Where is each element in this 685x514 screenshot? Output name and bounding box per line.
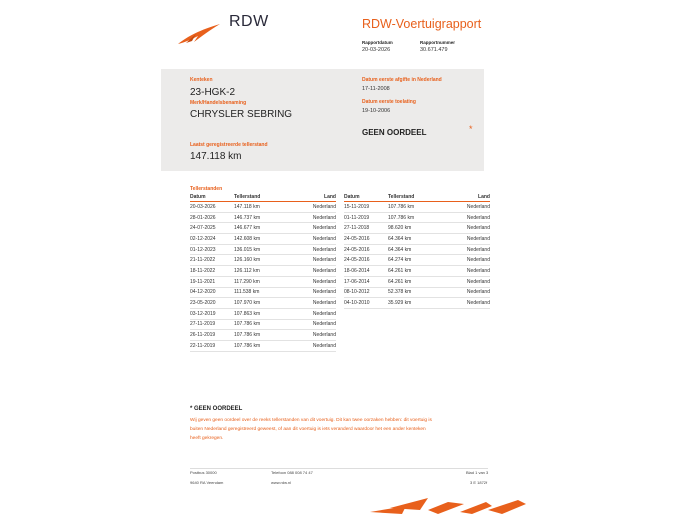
odometer-table-right <box>344 194 490 309</box>
cell-reading: 64.364 km <box>388 244 438 255</box>
cell-date: 01-11-2019 <box>344 212 388 223</box>
table-row <box>344 223 490 234</box>
table-row <box>190 276 336 287</box>
verdict-asterisk: * <box>469 124 473 134</box>
table-row <box>190 202 336 213</box>
cell-date: 19-11-2021 <box>190 276 234 287</box>
table-row <box>190 298 336 309</box>
table-row <box>190 287 336 298</box>
cell-date: 17-06-2014 <box>344 276 388 287</box>
cell-date: 23-05-2020 <box>190 298 234 309</box>
report-date: 20-03-2026 <box>362 47 391 53</box>
cell-country: Nederland <box>284 276 336 287</box>
table-row <box>344 287 490 298</box>
footer-address2: 9640 RA Veendam <box>190 480 224 485</box>
odo-label: Laatst geregistreerde tellerstand <box>190 142 268 148</box>
cell-reading: 142.608 km <box>234 234 284 245</box>
cell-reading: 107.863 km <box>234 308 284 319</box>
report-date-label: Rapportdatum <box>362 40 393 45</box>
cell-reading: 52.378 km <box>388 287 438 298</box>
first-registration-value: 19-10-2006 <box>362 108 391 114</box>
cell-date: 26-11-2019 <box>190 330 234 341</box>
footer-code: 3 E 1872f <box>470 480 488 485</box>
cell-date: 18-11-2022 <box>190 266 234 277</box>
col-date: Datum <box>344 194 388 202</box>
table-row <box>190 223 336 234</box>
cell-country: Nederland <box>284 266 336 277</box>
col-date: Datum <box>190 194 234 202</box>
cell-reading: 35.929 km <box>388 298 438 309</box>
table-row <box>190 330 336 341</box>
cell-country: Nederland <box>438 223 490 234</box>
odo-value: 147.118 km <box>190 151 242 162</box>
cell-date: 15-11-2019 <box>344 202 388 213</box>
col-country: Land <box>438 194 490 202</box>
col-reading: Tellerstand <box>234 194 284 202</box>
cell-date: 22-11-2019 <box>190 340 234 351</box>
cell-date: 24-05-2016 <box>344 244 388 255</box>
footer-web[interactable]: www.rdw.nl <box>271 480 292 485</box>
table-header-row <box>344 194 490 202</box>
table-row <box>344 298 490 309</box>
cell-country: Nederland <box>438 202 490 213</box>
cell-country: Nederland <box>438 255 490 266</box>
cell-reading: 117.290 km <box>234 276 284 287</box>
cell-date: 01-12-2023 <box>190 244 234 255</box>
cell-reading: 64.274 km <box>388 255 438 266</box>
cell-date: 24-05-2016 <box>344 234 388 245</box>
cell-reading: 107.786 km <box>388 212 438 223</box>
cell-country: Nederland <box>284 298 336 309</box>
table-row <box>344 202 490 213</box>
first-admission-value: 17-11-2008 <box>362 86 390 92</box>
table-row <box>344 234 490 245</box>
cell-reading: 146.677 km <box>234 223 284 234</box>
cell-reading: 126.160 km <box>234 255 284 266</box>
report-number-label: Rapportnummer <box>420 40 456 45</box>
cell-reading: 98.620 km <box>388 223 438 234</box>
col-reading: Tellerstand <box>388 194 438 202</box>
table-row <box>190 308 336 319</box>
cell-date: 21-11-2022 <box>190 255 234 266</box>
logo-text: RDW <box>229 13 269 30</box>
cell-country: Nederland <box>438 234 490 245</box>
cell-country: Nederland <box>438 298 490 309</box>
cell-country: Nederland <box>284 319 336 330</box>
cell-reading: 111.538 km <box>234 287 284 298</box>
make-label: Merk/Handelsbenaming <box>190 100 247 106</box>
cell-country: Nederland <box>284 287 336 298</box>
cell-country: Nederland <box>284 212 336 223</box>
cell-date: 27-11-2018 <box>344 223 388 234</box>
cell-country: Nederland <box>438 212 490 223</box>
cell-date: 20-03-2026 <box>190 202 234 213</box>
cell-country: Nederland <box>438 244 490 255</box>
table-row <box>190 266 336 277</box>
cell-date: 24-07-2025 <box>190 223 234 234</box>
note-text <box>190 416 432 443</box>
cell-date: 02-12-2024 <box>190 234 234 245</box>
cell-country: Nederland <box>284 330 336 341</box>
decorative-stripes-icon <box>368 496 528 514</box>
odometer-table-left <box>190 194 336 352</box>
table-row <box>344 255 490 266</box>
cell-date: 04-10-2010 <box>344 298 388 309</box>
cell-country: Nederland <box>284 340 336 351</box>
cell-date: 28-01-2026 <box>190 212 234 223</box>
table-row <box>190 244 336 255</box>
odometer-section-title: Tellerstanden <box>190 186 223 192</box>
note-line: buiten Nederland geregistreerd geweest, of aan dit voertuig is iets veranderd waardoor het een ander kenteken <box>190 427 426 432</box>
cell-country: Nederland <box>284 202 336 213</box>
cell-reading: 107.970 km <box>234 298 284 309</box>
cell-date: 18-06-2014 <box>344 266 388 277</box>
cell-reading: 107.786 km <box>234 340 284 351</box>
footer-phone: Telefoon 088 008 74 47 <box>271 470 313 475</box>
footer-page: Blad 1 van 3 <box>466 470 489 475</box>
cell-reading: 146.737 km <box>234 212 284 223</box>
cell-reading: 64.261 km <box>388 266 438 277</box>
cell-date: 27-11-2019 <box>190 319 234 330</box>
cell-country: Nederland <box>438 266 490 277</box>
make-value: CHRYSLER SEBRING <box>190 109 293 120</box>
cell-reading: 107.786 km <box>234 319 284 330</box>
report-number: 30.671.479 <box>420 47 448 53</box>
cell-reading: 107.786 km <box>234 330 284 341</box>
cell-country: Nederland <box>284 244 336 255</box>
table-row <box>344 212 490 223</box>
table-row <box>190 255 336 266</box>
table-row <box>190 319 336 330</box>
cell-date: 03-12-2019 <box>190 308 234 319</box>
col-country: Land <box>284 194 336 202</box>
table-row <box>190 212 336 223</box>
first-admission-label: Datum eerste afgifte in Nederland <box>362 77 442 83</box>
cell-country: Nederland <box>284 223 336 234</box>
table-row <box>344 244 490 255</box>
verdict: GEEN OORDEEL <box>362 128 427 137</box>
footer-address1: Postbus 30000 <box>190 470 217 475</box>
cell-reading: 147.118 km <box>234 202 284 213</box>
cell-reading: 136.015 km <box>234 244 284 255</box>
cell-country: Nederland <box>438 276 490 287</box>
note-title: * GEEN OORDEEL <box>190 406 243 412</box>
table-row <box>190 234 336 245</box>
cell-reading: 126.112 km <box>234 266 284 277</box>
plate-label: Kenteken <box>190 77 213 83</box>
note-line: heeft gekregen. <box>190 436 224 441</box>
cell-country: Nederland <box>284 308 336 319</box>
table-header-row <box>190 194 336 202</box>
cell-country: Nederland <box>438 287 490 298</box>
note-line: Wij geven geen oordeel over de reeks tellerstanden van dit voertuig. Dit kan twee oorzaken hebben: dit voertuig is <box>190 418 432 423</box>
cell-date: 24-05-2016 <box>344 255 388 266</box>
plate-value: 23-HGK-2 <box>190 87 236 98</box>
cell-reading: 64.364 km <box>388 234 438 245</box>
cell-country: Nederland <box>284 234 336 245</box>
rdw-logo-icon <box>176 22 222 46</box>
table-row <box>344 276 490 287</box>
first-registration-label: Datum eerste toelating <box>362 99 416 105</box>
cell-reading: 64.261 km <box>388 276 438 287</box>
table-row <box>190 340 336 351</box>
table-row <box>344 266 490 277</box>
footer-divider <box>190 468 488 469</box>
cell-country: Nederland <box>284 255 336 266</box>
cell-reading: 107.786 km <box>388 202 438 213</box>
cell-date: 04-12-2020 <box>190 287 234 298</box>
report-title: RDW-Voertuigrapport <box>362 17 482 31</box>
cell-date: 08-10-2012 <box>344 287 388 298</box>
